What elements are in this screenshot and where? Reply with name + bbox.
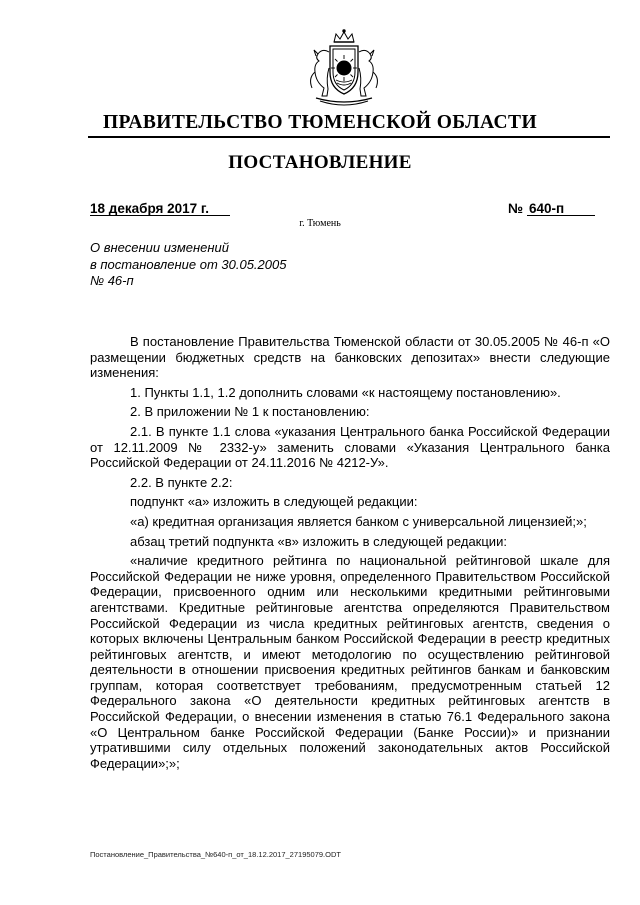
- subject-line: в постановление от 30.05.2005: [90, 256, 287, 272]
- body-paragraph: 2.1. В пункте 1.1 слова «указания Центрального банка Российской Федерации от 12.11.2009 № 2332-у» заменить словами «Указания Центрального банка Российской Федерации от 24.11.2016 № 4212-У».: [90, 423, 610, 471]
- organization-title: ПРАВИТЕЛЬСТВО ТЮМЕНСКОЙ ОБЛАСТИ: [102, 112, 538, 133]
- document-date: 18 декабря 2017 г.: [90, 201, 209, 216]
- subject-line: О внесении изменений: [90, 240, 229, 255]
- body-paragraph: подпункт «а» изложить в следующей редакции:: [130, 494, 418, 510]
- body-paragraph: «наличие кредитного рейтинга по национальной рейтинговой шкале для Российской Федерации не ниже уровня, определенного Правительством Российской Федерации, присвоенного одним или несколькими кредитными рейтинговыми агентствами. Кредитные рейтинговые агентства определяются Правительством Российской Федерации из числа кредитных рейтинговых агентств, сведения о которых включены Центральным банком Российской Федерации в реестр кредитных рейтинговых агентств, и имеют методологию по осуществлению рейтинговой деятельности в отношении присвоения кредитных рейтингов банкам и банковским группам, которая соответствует требованиям, предусмотренным статьей 12 Федерального закона «О деятельности кредитных рейтинговых агентств в Российской Федерации, о внесении изменения в статью 76.1 Федерального закона «О Центральном банке Российской Федерации (Банке России)» и признании утратившими силу отдельных положений законодательных актов Российской Федерации»;»;: [90, 553, 610, 771]
- body-paragraph: «а) кредитная организация является банком с универсальной лицензией;»;: [130, 513, 587, 529]
- city-label: г. Тюмень: [299, 218, 341, 229]
- document-type-title: ПОСТАНОВЛЕНИЕ: [228, 152, 412, 173]
- tyumen-region-coat-of-arms-icon: [302, 28, 386, 112]
- body-paragraph: 2.2. В пункте 2.2:: [130, 474, 233, 490]
- body-paragraph: 2. В приложении № 1 к постановлению:: [130, 404, 370, 420]
- header-rule: [88, 136, 610, 138]
- number-sign: №: [508, 201, 524, 216]
- body-paragraph: 1. Пункты 1.1, 1.2 дополнить словами «к настоящему постановлению».: [130, 384, 561, 400]
- date-underline: [90, 215, 230, 216]
- subject-line: № 46-п: [90, 273, 134, 288]
- footer-filename: Постановление_Правительства_№640-п_от_18.12.2017_27195079.ODT: [90, 850, 341, 859]
- document-number: 640-п: [529, 201, 565, 216]
- number-underline: [527, 215, 595, 216]
- body-paragraph: В постановление Правительства Тюменской области от 30.05.2005 № 46-п «О размещении бюджетных средств на банковских депозитах» внести следующие изменения:: [90, 334, 610, 381]
- document-body: [90, 334, 610, 771]
- body-paragraph: абзац третий подпункта «в» изложить в следующей редакции:: [130, 533, 507, 549]
- document-subject: [90, 240, 286, 290]
